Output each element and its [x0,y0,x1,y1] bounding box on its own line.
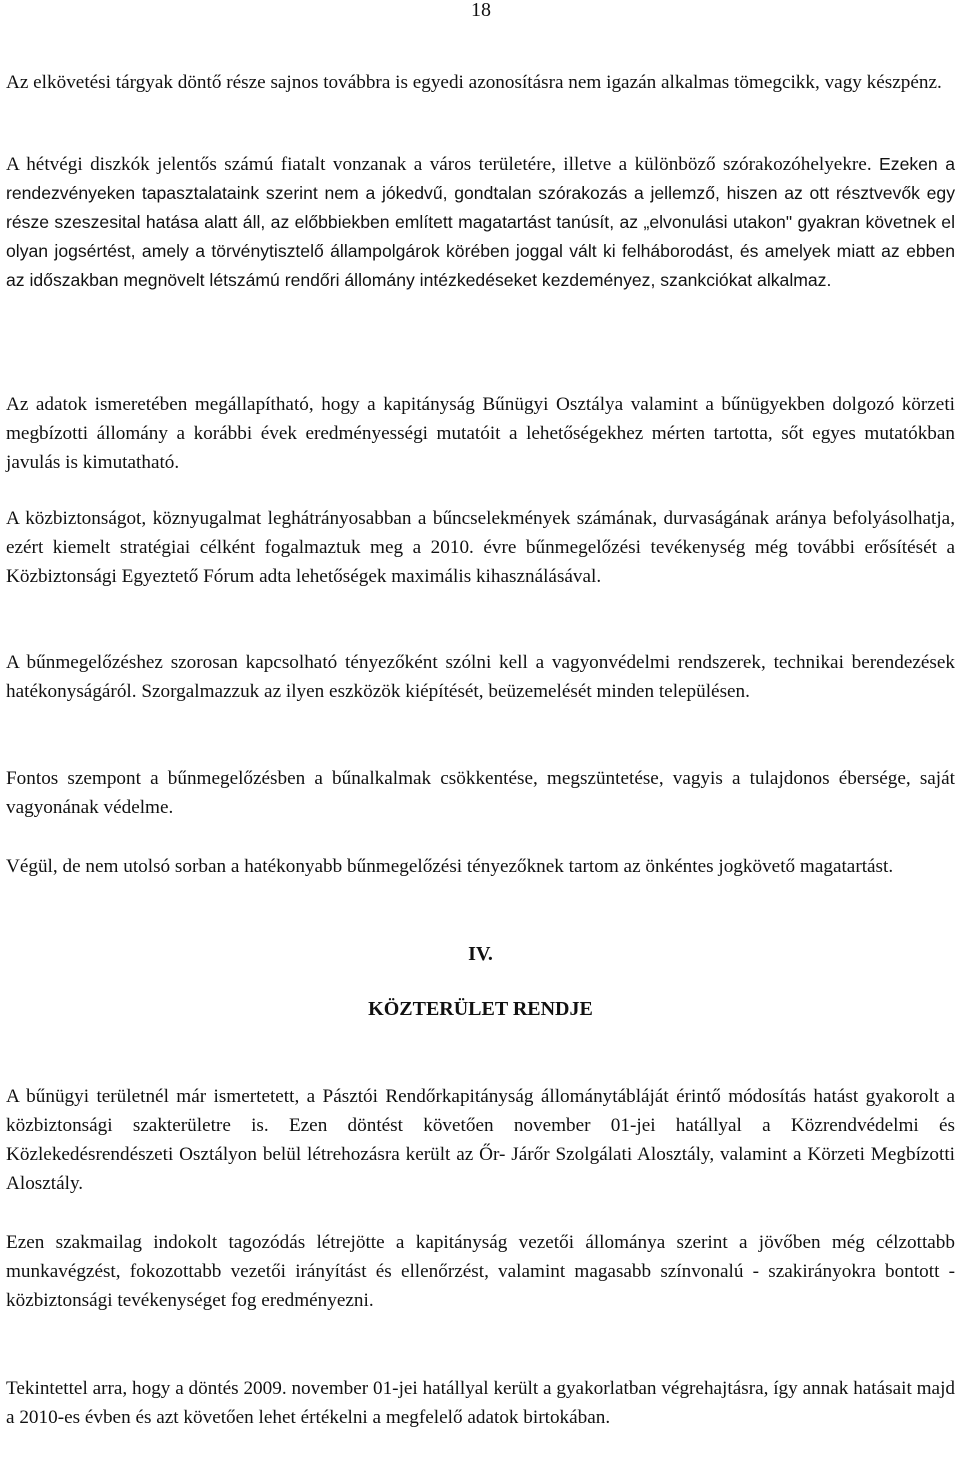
paragraph-reorganization: A bűnügyi területnél már ismertetett, a Pásztói Rendőrkapitányság állománytábláját érintő módosítás hatást gyakorolt a közbiztonsági szakterületre is. Ezen döntést követően november 01-jei hatállyal a Közrendvédelmi és Közlekedésrendészeti Osztályon belül létrehozásra került az Őr- Járőr Szolgálati Alosztály, valamint a Körzeti Megbízotti Alosztály. [6,1086,955,1194]
paragraph-nightlife-serif: A hétvégi diszkók jelentős számú fiatalt vonzanak a város területére, illetve a különböző szórakozóhelyekre. [6,154,880,175]
paragraph-nightlife [6,150,955,295]
paragraph-items: Az elkövetési tárgyak döntő része sajnos továbbra is egyedi azonosításra nem igazán alkalmas tömegcikk, vagy készpénz. [6,72,942,93]
section-number: IV. [468,943,493,965]
paragraph-data: Az adatok ismeretében megállapítható, hogy a kapitányság Bűnügyi Osztálya valamint a bűnügyekben dolgozó körzeti megbízotti állomány a korábbi évek eredményességi mutatóit a lehetőségekhez mérten tartotta, sőt egyes mutatókban javulás is kimutatható. [6,394,955,473]
paragraph-nightlife-sans: Ezeken a rendezvényeken tapasztalataink szerint nem a jókedvű, gondtalan szórakozás a jellemző, hiszen az ott résztvevők egy része szeszesital hatása alatt áll, az előbbiekben említett magatartást tanúsít, az „elvonulási utakon" gyakran követnek el olyan jogsértést, amely a törvénytisztelő állampolgárok körében joggal vált ki felháborodást, és amelyek miatt az ebben az időszakban megnövelt létszámú rendőri állomány intézkedéseket kezdeményez, szankciókat alkalmaz. [6,154,955,290]
paragraph-crime-prevention: A bűnmegelőzéshez szorosan kapcsolható tényezőként szólni kell a vagyonvédelmi rendszerek, technikai berendezések hatékonyságáról. Szorgalmazzuk az ilyen eszközök kiépítését, beüzemelését minden településen. [6,652,955,702]
paragraph-public-safety: A közbiztonságot, köznyugalmat leghátrányosabban a bűncselekmények számának, durvaságának aránya befolyásolhatja, ezért kiemelt stratégiai célként fogalmaztuk meg a 2010. évre bűnmegelőzési tevékenység még további erősítését a Közbiztonsági Egyeztető Fórum adta lehetőségek maximális kihasználásával. [6,508,955,587]
paragraph-law-abiding: Végül, de nem utolsó sorban a hatékonyabb bűnmegelőzési tényezőknek tartom az önkéntes jogkövető magatartást. [6,856,894,877]
document-page [6,0,955,1460]
paragraph-evaluation: Tekintettel arra, hogy a döntés 2009. november 01-jei hatállyal került a gyakorlatban végrehajtásra, így annak hatásait majd a 2010-es évben és azt követően lehet értékelni a megfelelő adatok birtokában. [6,1378,955,1428]
page-number: 18 [471,0,491,21]
paragraph-opportunities: Fontos szempont a bűnmegelőzésben a bűnalkalmak csökkentése, megszüntetése, vagyis a tulajdonos ébersége, saját vagyonának védelme. [6,768,955,818]
section-title: KÖZTERÜLET RENDJE [368,998,593,1020]
paragraph-structure: Ezen szakmailag indokolt tagozódás létrejötte a kapitányság vezetői állománya szerint a jövőben még célzottabb munkavégzést, fokozottabb vezetői irányítást és ellenőrzést, valamint magasabb színvonalú - szakirányokra bontott - közbiztonsági tevékenységet fog eredményezni. [6,1232,955,1311]
